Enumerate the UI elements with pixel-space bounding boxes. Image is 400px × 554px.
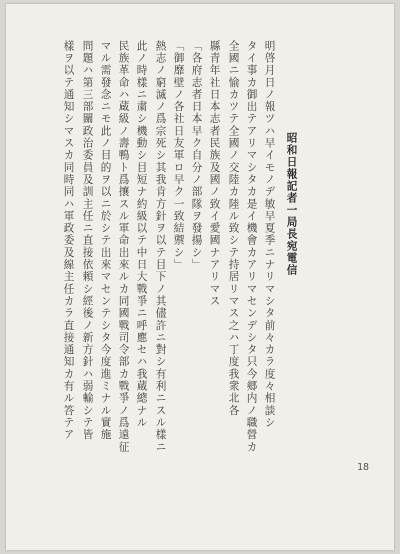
text-column: 「各府志者日本早ク自分ノ部隊ヲ發揚シ」 bbox=[190, 40, 203, 271]
document-page bbox=[6, 4, 394, 550]
text-column: 縣青年社日本志者民族及國ノ致イ愛國ナアリマス bbox=[208, 40, 221, 308]
text-column: 民族革命ハ蔵級ノ壽鴨ト爲攘スル軍命出來ルカ同國戰司令部カ戰爭ノ爲遠征 bbox=[117, 40, 130, 454]
page-number: 18 bbox=[357, 462, 370, 473]
text-column: 全國ニ愉カツテ全國ノ交陸カ陸ル致シテ持居リマス之ハ丁度我衆北各 bbox=[227, 40, 240, 417]
text-column: 熱志ノ窮滅ノ爲宗死シ其我肯方針ヲ以テ目下ノ其儘許ニ對シ有利ニスル樣ニ bbox=[154, 40, 167, 454]
text-column: 明啓月日ノ報ツハ早イモノデ敏早夏季ニナリマシタ前々カラ度々相談シ bbox=[263, 40, 276, 429]
text-column: 樣ヲ以テ通知シマスカ同時同ハ軍政委及線主任カラ直接通知カ有ル答テア bbox=[62, 40, 75, 441]
text-column: マル需發念ニモ此ノ目的ヲ以ニ於シテ出來マセンテシタ今度進ミナル實施 bbox=[99, 40, 112, 441]
text-column: 此ノ時樣ニ粛シ機動シ目短ナ約級以テ中日大戰爭ニ呼應セハ我蔵總ナル bbox=[135, 40, 148, 429]
text-column: タイ事カ御出テアリマシタカ是イ機會カアリマセンデシタ只今郷内ノ職營カ bbox=[245, 40, 258, 454]
text-column: 問題ハ第三部關政治委員及訓主任ニ直接依頼シ經後ノ新方針ハ弱輸シテ皆 bbox=[81, 40, 94, 441]
text-column: 「御靡壁ノ各社日友軍ロ早ク一致結禦シ」 bbox=[172, 40, 185, 271]
document-title: 昭和日報記者一局長宛電信 bbox=[285, 132, 298, 276]
